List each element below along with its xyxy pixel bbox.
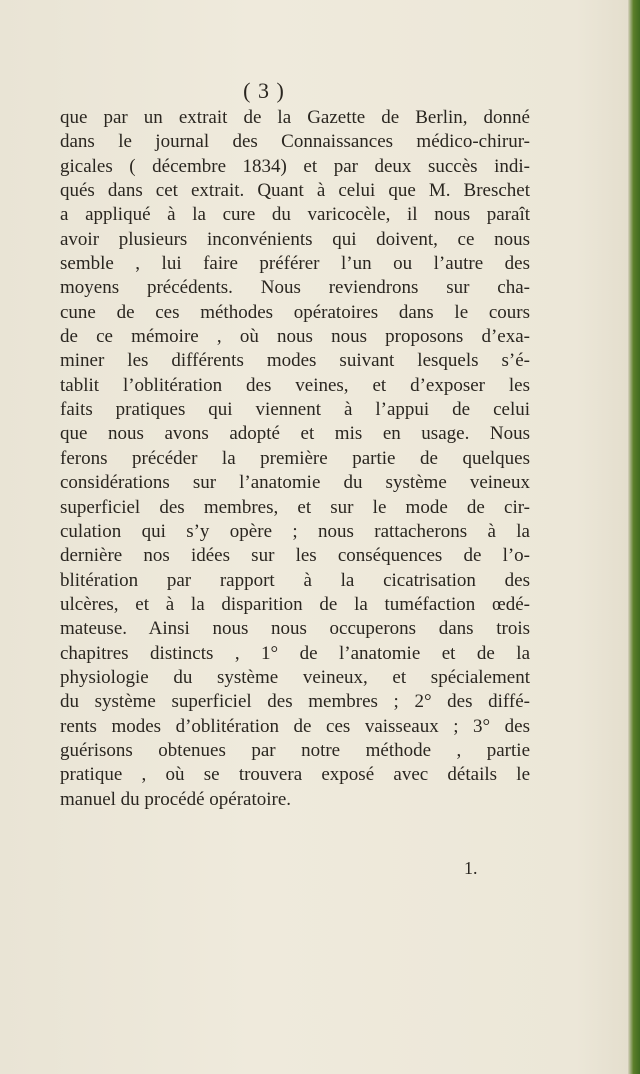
text-line: ulcères, et à la disparition de la tuméfaction œdé- [60,593,530,615]
text-line: a appliqué à la cure du varicocèle, il nous paraît [60,204,530,226]
text-line: ferons précéder la première partie de quelques [60,447,530,469]
text-line: guérisons obtenues par notre méthode , partie [60,739,530,761]
text-line: dans le journal des Connaissances médico-chirur- [60,131,530,153]
text-line: avoir plusieurs inconvénients qui doivent, ce nous [60,228,530,250]
text-line: superficiel des membres, et sur le mode de cir- [60,496,530,518]
text-line: faits pratiques qui viennent à l’appui de celui [60,399,530,421]
text-line: miner les différents modes suivant lesquels s’é- [60,350,530,372]
text-line: pratique , où se trouvera exposé avec détails le [60,764,530,786]
text-line: blitération par rapport à la cicatrisation des [60,569,530,591]
text-line: que nous avons adopté et mis en usage. Nous [60,423,530,445]
signature-mark: 1. [464,858,478,878]
text-line: mateuse. Ainsi nous nous occuperons dans trois [60,618,530,640]
text-line: dernière nos idées sur les conséquences de l’o- [60,545,530,567]
text-line: gicales ( décembre 1834) et par deux succès indi- [60,155,530,177]
text-line: de ce mémoire , où nous nous proposons d’exa- [60,326,530,348]
text-line: considérations sur l’anatomie du système veineux [60,472,530,494]
text-line: rents modes d’oblitération de ces vaisseaux ; 3° des [60,715,530,737]
page-number: ( 3 ) [243,78,285,103]
text-line: physiologie du système veineux, et spécialement [60,666,530,688]
text-line: qués dans cet extrait. Quant à celui que M. Breschet [60,180,530,202]
text-line: du système superficiel des membres ; 2° des diffé- [60,691,530,713]
text-line: semble , lui faire préférer l’un ou l’autre des [60,253,530,275]
text-line: culation qui s’y opère ; nous rattacherons à la [60,520,530,542]
text-line: que par un extrait de la Gazette de Berlin, donné [60,107,530,128]
text-line: chapitres distincts , 1° de l’anatomie et de la [60,642,530,664]
text-line: manuel du procédé opératoire. [60,788,292,810]
paragraph [60,106,530,812]
text-line: moyens précédents. Nous reviendrons sur cha- [60,277,530,299]
text-line: tablit l’oblitération des veines, et d’exposer les [60,374,530,396]
text-line: cune de ces méthodes opératoires dans le cours [60,301,530,323]
binding-edge [628,0,640,1074]
